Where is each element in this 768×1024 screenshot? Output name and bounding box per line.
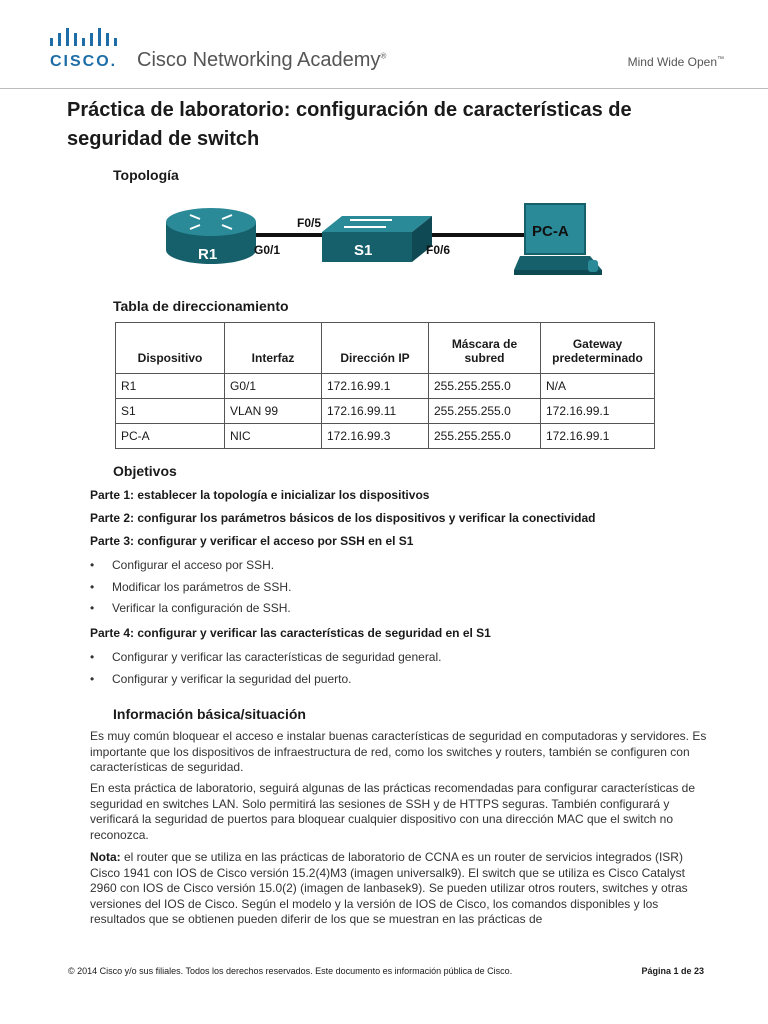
table-cell: G0/1 — [225, 374, 322, 399]
objectives-heading: Objetivos — [113, 463, 177, 479]
page-title: Práctica de laboratorio: configuración de características de seguridad de switch — [67, 99, 632, 150]
bullet-icon: • — [90, 580, 95, 594]
table-cell: VLAN 99 — [225, 399, 322, 424]
table-cell: 172.16.99.1 — [322, 374, 429, 399]
list-item: • Modificar los parámetros de SSH. — [90, 580, 292, 594]
table-row — [116, 374, 655, 399]
router-label: R1 — [198, 246, 218, 263]
list-item: • Verificar la configuración de SSH. — [90, 601, 291, 615]
background-paragraph-2: En esta práctica de laboratorio, seguirá algunas de las prácticas recomendadas para configurar características de seguridad en switches LAN. Solo permitirá las sesiones de SSH y de HTTPS seguras. También configurará y verificará la seguridad de puertos para bloquear cualquier dispositivo con una dirección MAC que el switch no reconozca. — [90, 781, 695, 842]
table-cell: 172.16.99.1 — [541, 399, 655, 424]
cisco-wordmark: CISCO. — [50, 53, 118, 70]
bullet-icon: • — [90, 650, 95, 664]
academy-title: Cisco Networking Academy® — [137, 49, 387, 71]
copyright-text: © 2014 Cisco y/o sus filiales. Todos los derechos reservados. Este documento es información pública de Cisco. — [68, 966, 513, 976]
table-cell: N/A — [541, 374, 655, 399]
col-header: Gateway predeterminado — [541, 323, 655, 374]
table-cell: PC-A — [116, 424, 225, 449]
col-header: Interfaz — [225, 323, 322, 374]
addressing-heading: Tabla de direccionamiento — [113, 298, 289, 314]
bullet-icon: • — [90, 558, 95, 572]
cisco-logo-bars — [48, 28, 118, 50]
col-header: Dirección IP — [322, 323, 429, 374]
page-header — [0, 0, 768, 89]
page-footer — [68, 966, 704, 976]
objective-part-4: Parte 4: configurar y verificar las características de seguridad en el S1 — [90, 626, 491, 640]
list-item: • Configurar y verificar la seguridad del puerto. — [90, 672, 352, 686]
tagline: Mind Wide Open™ — [627, 55, 724, 69]
background-note: Nota: el router que se utiliza en las prácticas de laboratorio de CCNA es un router de servicios integrados (ISR) Cisco 1941 con IOS de Cisco versión 15.2(4)M3 (imagen universalk9). El switch que se utiliza es Cisco Catalyst 2960 con IOS de Cisco versión 15.0(2) (imagen de lanbasek9). Se pueden utilizar otros routers, switches y otras versiones del IOS de Cisco. Según el modelo y la versión de IOS de Cisco, los comandos disponibles y los resultados que se obtienen pueden diferir de los que se muestran en las prácticas de — [90, 850, 688, 927]
objective-part-2: Parte 2: configurar los parámetros básicos de los dispositivos y verificar la conectividad — [90, 511, 596, 525]
table-cell: 255.255.255.0 — [429, 374, 541, 399]
bullet-icon: • — [90, 672, 95, 686]
table-cell: 172.16.99.1 — [541, 424, 655, 449]
table-header-row — [116, 323, 655, 374]
port-label-f0-5: F0/5 — [297, 216, 322, 230]
bullet-icon: • — [90, 601, 95, 615]
background-heading: Información básica/situación — [113, 706, 306, 722]
list-item: • Configurar el acceso por SSH. — [90, 558, 275, 572]
page-number: Página 1 de 23 — [641, 966, 704, 976]
pc-label: PC-A — [532, 223, 569, 240]
switch-label: S1 — [354, 242, 373, 259]
addressing-table — [115, 322, 655, 449]
col-header: Dispositivo — [116, 323, 225, 374]
table-row — [116, 399, 655, 424]
port-label-f0-6: F0/6 — [426, 243, 451, 257]
objective-part-3: Parte 3: configurar y verificar el acceso por SSH en el S1 — [90, 534, 414, 548]
table-cell: 172.16.99.11 — [322, 399, 429, 424]
col-header: Máscara de subred — [429, 323, 541, 374]
background-paragraph-1: Es muy común bloquear el acceso e instalar buenas características de seguridad en computadoras y servidores. Es importante que los dispositivos de infraestructura de red, como los switches y routers, también se configuren con características de seguridad. — [90, 729, 707, 775]
table-cell: R1 — [116, 374, 225, 399]
table-cell: 172.16.99.3 — [322, 424, 429, 449]
table-row — [116, 424, 655, 449]
table-cell: NIC — [225, 424, 322, 449]
table-cell: 255.255.255.0 — [429, 424, 541, 449]
topology-diagram — [160, 198, 610, 280]
topology-heading: Topología — [113, 167, 179, 183]
table-cell: 255.255.255.0 — [429, 399, 541, 424]
objective-part-1: Parte 1: establecer la topología e inicializar los dispositivos — [90, 488, 430, 502]
note-label: Nota: — [90, 850, 121, 864]
switch-icon — [322, 216, 432, 262]
list-item: • Configurar y verificar las características de seguridad general. — [90, 650, 442, 664]
port-label-g0-1: G0/1 — [254, 243, 281, 257]
table-cell: S1 — [116, 399, 225, 424]
